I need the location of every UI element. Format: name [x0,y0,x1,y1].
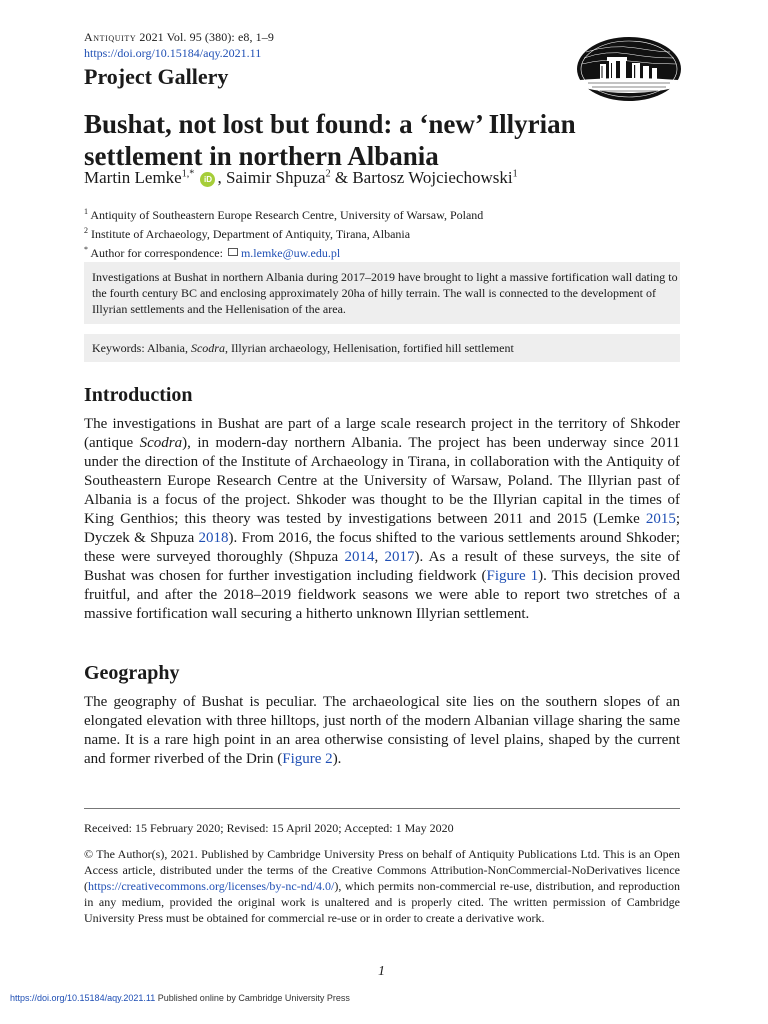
figure-link[interactable]: Figure 1 [486,568,539,584]
abstract-text: Investigations at Bushat in northern Albania during 2017–2019 have brought to light a massive fortification wall dating to the fourth century BC and enclosing approximately 20ha of hilly terrain. The wall is connected to the development of Illyrian settlements and the Hellenisation of the area. [92,270,678,316]
license-text: © The Author(s), 2021. Published by Cambridge University Press on behalf of Antiquity Publications Ltd. This is an Open Access article, distributed under the terms of the Creative Commons Attribution-NonCommercial-NoDerivatives licence (https://creativecommons.org/licenses/by-nc-nd/4.0/), which permits non-commercial re-use, distribution, and reproduction in any medium, provided the original work is unaltered and is properly cited. The written permission of Cambridge University Press must be obtained for commercial re-use or in order to create a derivative work. [84,847,680,925]
author-affiliation-marker: 1 [512,168,518,180]
keywords-text: Keywords: Albania, Scodra, Illyrian archaeology, Hellenisation, fortified hill settlement [92,341,514,355]
section-heading-introduction: Introduction [84,384,193,406]
correspondence-line: * Author for correspondence: m.lemke@uw.edu.pl [84,245,341,260]
author-name: Martin Lemke [84,168,182,187]
journal-name: Antiquity [84,30,137,44]
section-label: Project Gallery [84,64,229,89]
author-name: & Bartosz Wojciechowski [330,168,513,187]
author-affiliation-marker: 1,* [181,168,195,180]
section-heading-geography: Geography [84,662,180,684]
page-number: 1 [378,964,385,979]
page-footer [10,993,350,1003]
introduction-paragraph: The investigations in Bushat are part of a large scale research project in the territory of Shkoder (antique Scodra), in modern-day northern Albania. The project has been underway since 2011 under the direction of the Institute of Archaeology in Tirana, in collaboration with the Antiquity of Southeastern Europe Research Centre at the University of Warsaw, Poland. The Illyrian past of Albania is a focus of the project. Shkoder was thought to be the Illyrian capital in the times of King Genthios; this theory was tested by investigations between 2011 and 2015 (Lemke 2015; Dyczek & Shpuza 2018). From 2016, the focus shifted to the various settlements around Shkoder; these were surveyed thoroughly (Shpuza 2014, 2017). As a result of these surveys, the site of Bushat was chosen for further investigation including fieldwork (Figure 1). This decision proved fruitful, and after the 2018–2019 fieldwork seasons we were able to report two stretches of a massive fortification wall securing a hitherto unknown Illyrian settlement. [84,416,680,622]
author-affiliation-marker: 2 [325,168,331,180]
doi-link[interactable]: https://doi.org/10.15184/aqy.2021.11 [84,46,262,60]
affiliation-line: $^1$ Antiquity of Southeastern Europe Research Centre, University of Warsaw, Poland [84,207,484,222]
license-link[interactable]: https://creativecommons.org/licenses/by-nc-nd/4.0/ [88,879,335,893]
reference-link[interactable]: 2017 [384,549,415,565]
footer-published-text: Published online by Cambridge University Press [155,993,350,1003]
journal-citation [84,30,274,45]
footnote-divider [84,808,680,809]
figure-link[interactable]: Figure 2 [282,751,333,767]
abstract-box [84,262,680,324]
journal-details: 2021 Vol. 95 (380): e8, 1–9 [136,30,274,44]
orcid-icon[interactable]: iD [200,172,215,187]
author-list [84,168,518,188]
affiliations [84,204,483,261]
reference-link[interactable]: 2015 [645,511,676,527]
article-title: Bushat, not lost but found: a ‘new’ Illyrian settlement in northern Albania [84,109,576,171]
geography-paragraph: The geography of Bushat is peculiar. The archaeological site lies on the southern slopes of an elongated elevation with three hilltops, just north of the modern Albanian village sharing the same name. It is a rare high point in an area otherwise consisting of level plains, shaped by the current and former riverbed of the Drin (Figure 2). [84,694,680,767]
reference-link[interactable]: 2014 [344,549,375,565]
keywords-box [84,334,680,362]
email-icon [228,248,238,256]
received-dates: Received: 15 February 2020; Revised: 15 April 2020; Accepted: 1 May 2020 [84,821,454,835]
email-link[interactable]: m.lemke@uw.edu.pl [240,246,341,260]
antiquity-logo [576,36,682,102]
author-name: , Saimir Shpuza [217,168,326,187]
affiliation-line: $^2$ Institute of Archaeology, Department of Antiquity, Tirana, Albania [84,226,411,241]
reference-link[interactable]: 2018 [198,530,229,546]
footer-doi-link[interactable]: https://doi.org/10.15184/aqy.2021.11 [10,993,156,1003]
